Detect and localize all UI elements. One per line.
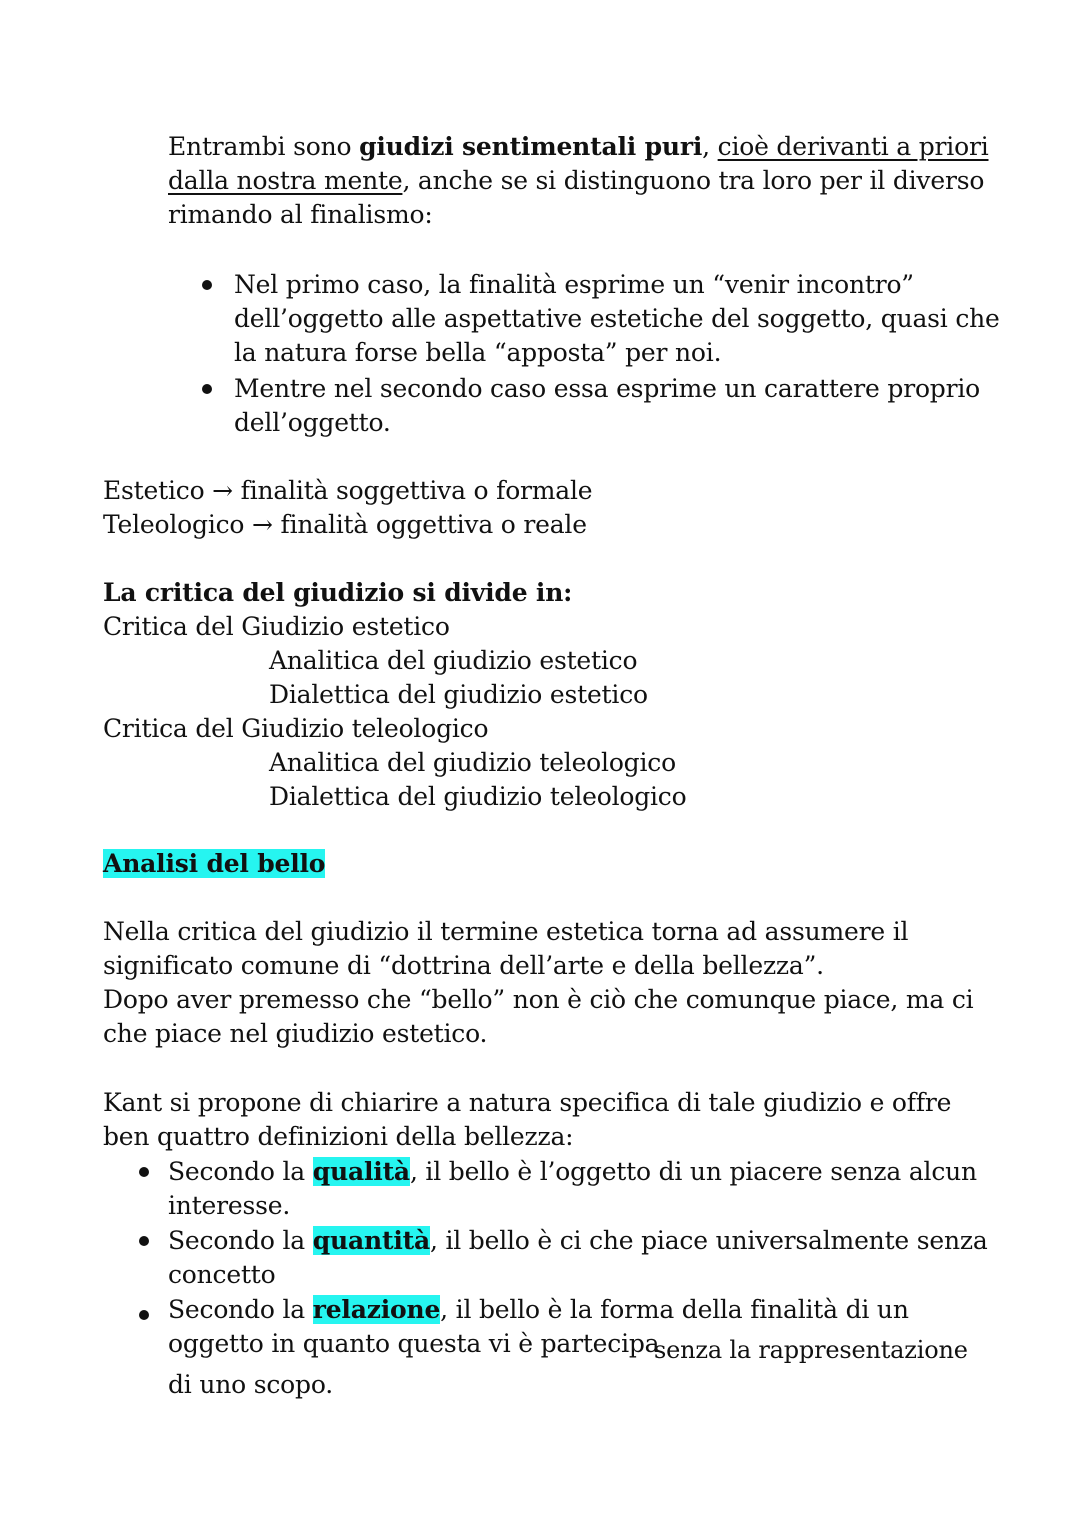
division-subitem: Analitica del giudizio teleologico xyxy=(269,748,676,777)
bullet1-line-2: dell’oggetto alle aspettative estetiche del soggetto, quasi che xyxy=(234,304,1000,333)
bullet1-line-1: Nel primo caso, la finalità esprime un “venir incontro” xyxy=(234,270,914,299)
intro-line-2 xyxy=(168,164,984,198)
division-subitem: Analitica del giudizio estetico xyxy=(269,646,638,675)
definition-line xyxy=(168,1155,977,1189)
division-item: Critica del Giudizio teleologico xyxy=(103,714,489,743)
definition-prefix: Secondo la xyxy=(168,1157,313,1186)
bullet1-line-3: la natura forse bella “apposta” per noi. xyxy=(234,338,722,367)
bullet2-line-2: dell’oggetto. xyxy=(234,408,391,437)
section-p1-line: che piace nel giudizio estetico. xyxy=(103,1019,488,1048)
mapping-teleologico: Teleologico → finalità oggettiva o reale xyxy=(103,510,587,539)
intro-comma: , xyxy=(702,132,710,161)
division-subitem: Dialettica del giudizio estetico xyxy=(269,680,648,709)
intro-bold-term: giudizi sentimentali puri xyxy=(359,132,703,161)
intro-text: Entrambi sono xyxy=(168,132,360,161)
definition-prefix: Secondo la xyxy=(168,1226,313,1255)
definition-prefix: Secondo la xyxy=(168,1295,313,1324)
definition-rest: , il bello è ci che piace universalmente senza xyxy=(429,1226,988,1255)
intro-text-2: , anche se si distinguono tra loro per il diverso xyxy=(402,166,985,195)
mapping-estetico: Estetico → finalità soggettiva o formale xyxy=(103,476,593,505)
bullet2-line-1: Mentre nel secondo caso essa esprime un carattere proprio xyxy=(234,374,981,403)
definition-term: quantità xyxy=(312,1226,430,1255)
definition-rest: , il bello è la forma della finalità di un xyxy=(440,1295,909,1324)
division-heading: La critica del giudizio si divide in: xyxy=(103,578,573,607)
section-p1-line: Nella critica del giudizio il termine estetica torna ad assumere il xyxy=(103,917,909,946)
definition-continuation: senza la rappresentazione xyxy=(654,1336,968,1364)
section-p1-line: Dopo aver premesso che “bello” non è ciò che comunque piace, ma ci xyxy=(103,985,974,1014)
division-item: Critica del Giudizio estetico xyxy=(103,612,450,641)
definition-line xyxy=(168,1224,988,1258)
section-heading xyxy=(103,847,325,881)
definition-term: relazione xyxy=(312,1295,441,1324)
definition-line xyxy=(168,1293,909,1327)
section-p2-line: Kant si propone di chiarire a natura specifica di tale giudizio e offre xyxy=(103,1088,952,1117)
definition-continuation: interesse. xyxy=(168,1191,291,1220)
section-p1-line: significato comune di “dottrina dell’arte e della bellezza”. xyxy=(103,951,824,980)
intro-line-1 xyxy=(168,130,989,164)
definition-rest: , il bello è l’oggetto di un piacere senza alcun xyxy=(409,1157,977,1186)
bullet-icon xyxy=(139,1310,149,1320)
definition-continuation: oggetto in quanto questa vi è partecipa xyxy=(168,1329,660,1358)
intro-underlined-1: cioè derivanti a priori xyxy=(717,132,989,161)
bullet-icon xyxy=(202,280,212,290)
section-p2-line: ben quattro definizioni della bellezza: xyxy=(103,1122,574,1151)
section-heading-highlight: Analisi del bello xyxy=(103,849,326,878)
definition-term: qualità xyxy=(312,1157,410,1186)
definition-continuation: concetto xyxy=(168,1260,276,1289)
intro-underlined-2: dalla nostra mente xyxy=(168,166,403,195)
intro-line-3: rimando al finalismo: xyxy=(168,200,433,229)
bullet-icon xyxy=(202,384,212,394)
bullet-icon xyxy=(139,1236,149,1246)
definition-continuation: di uno scopo. xyxy=(168,1370,333,1399)
division-subitem: Dialettica del giudizio teleologico xyxy=(269,782,687,811)
bullet-icon xyxy=(139,1167,149,1177)
